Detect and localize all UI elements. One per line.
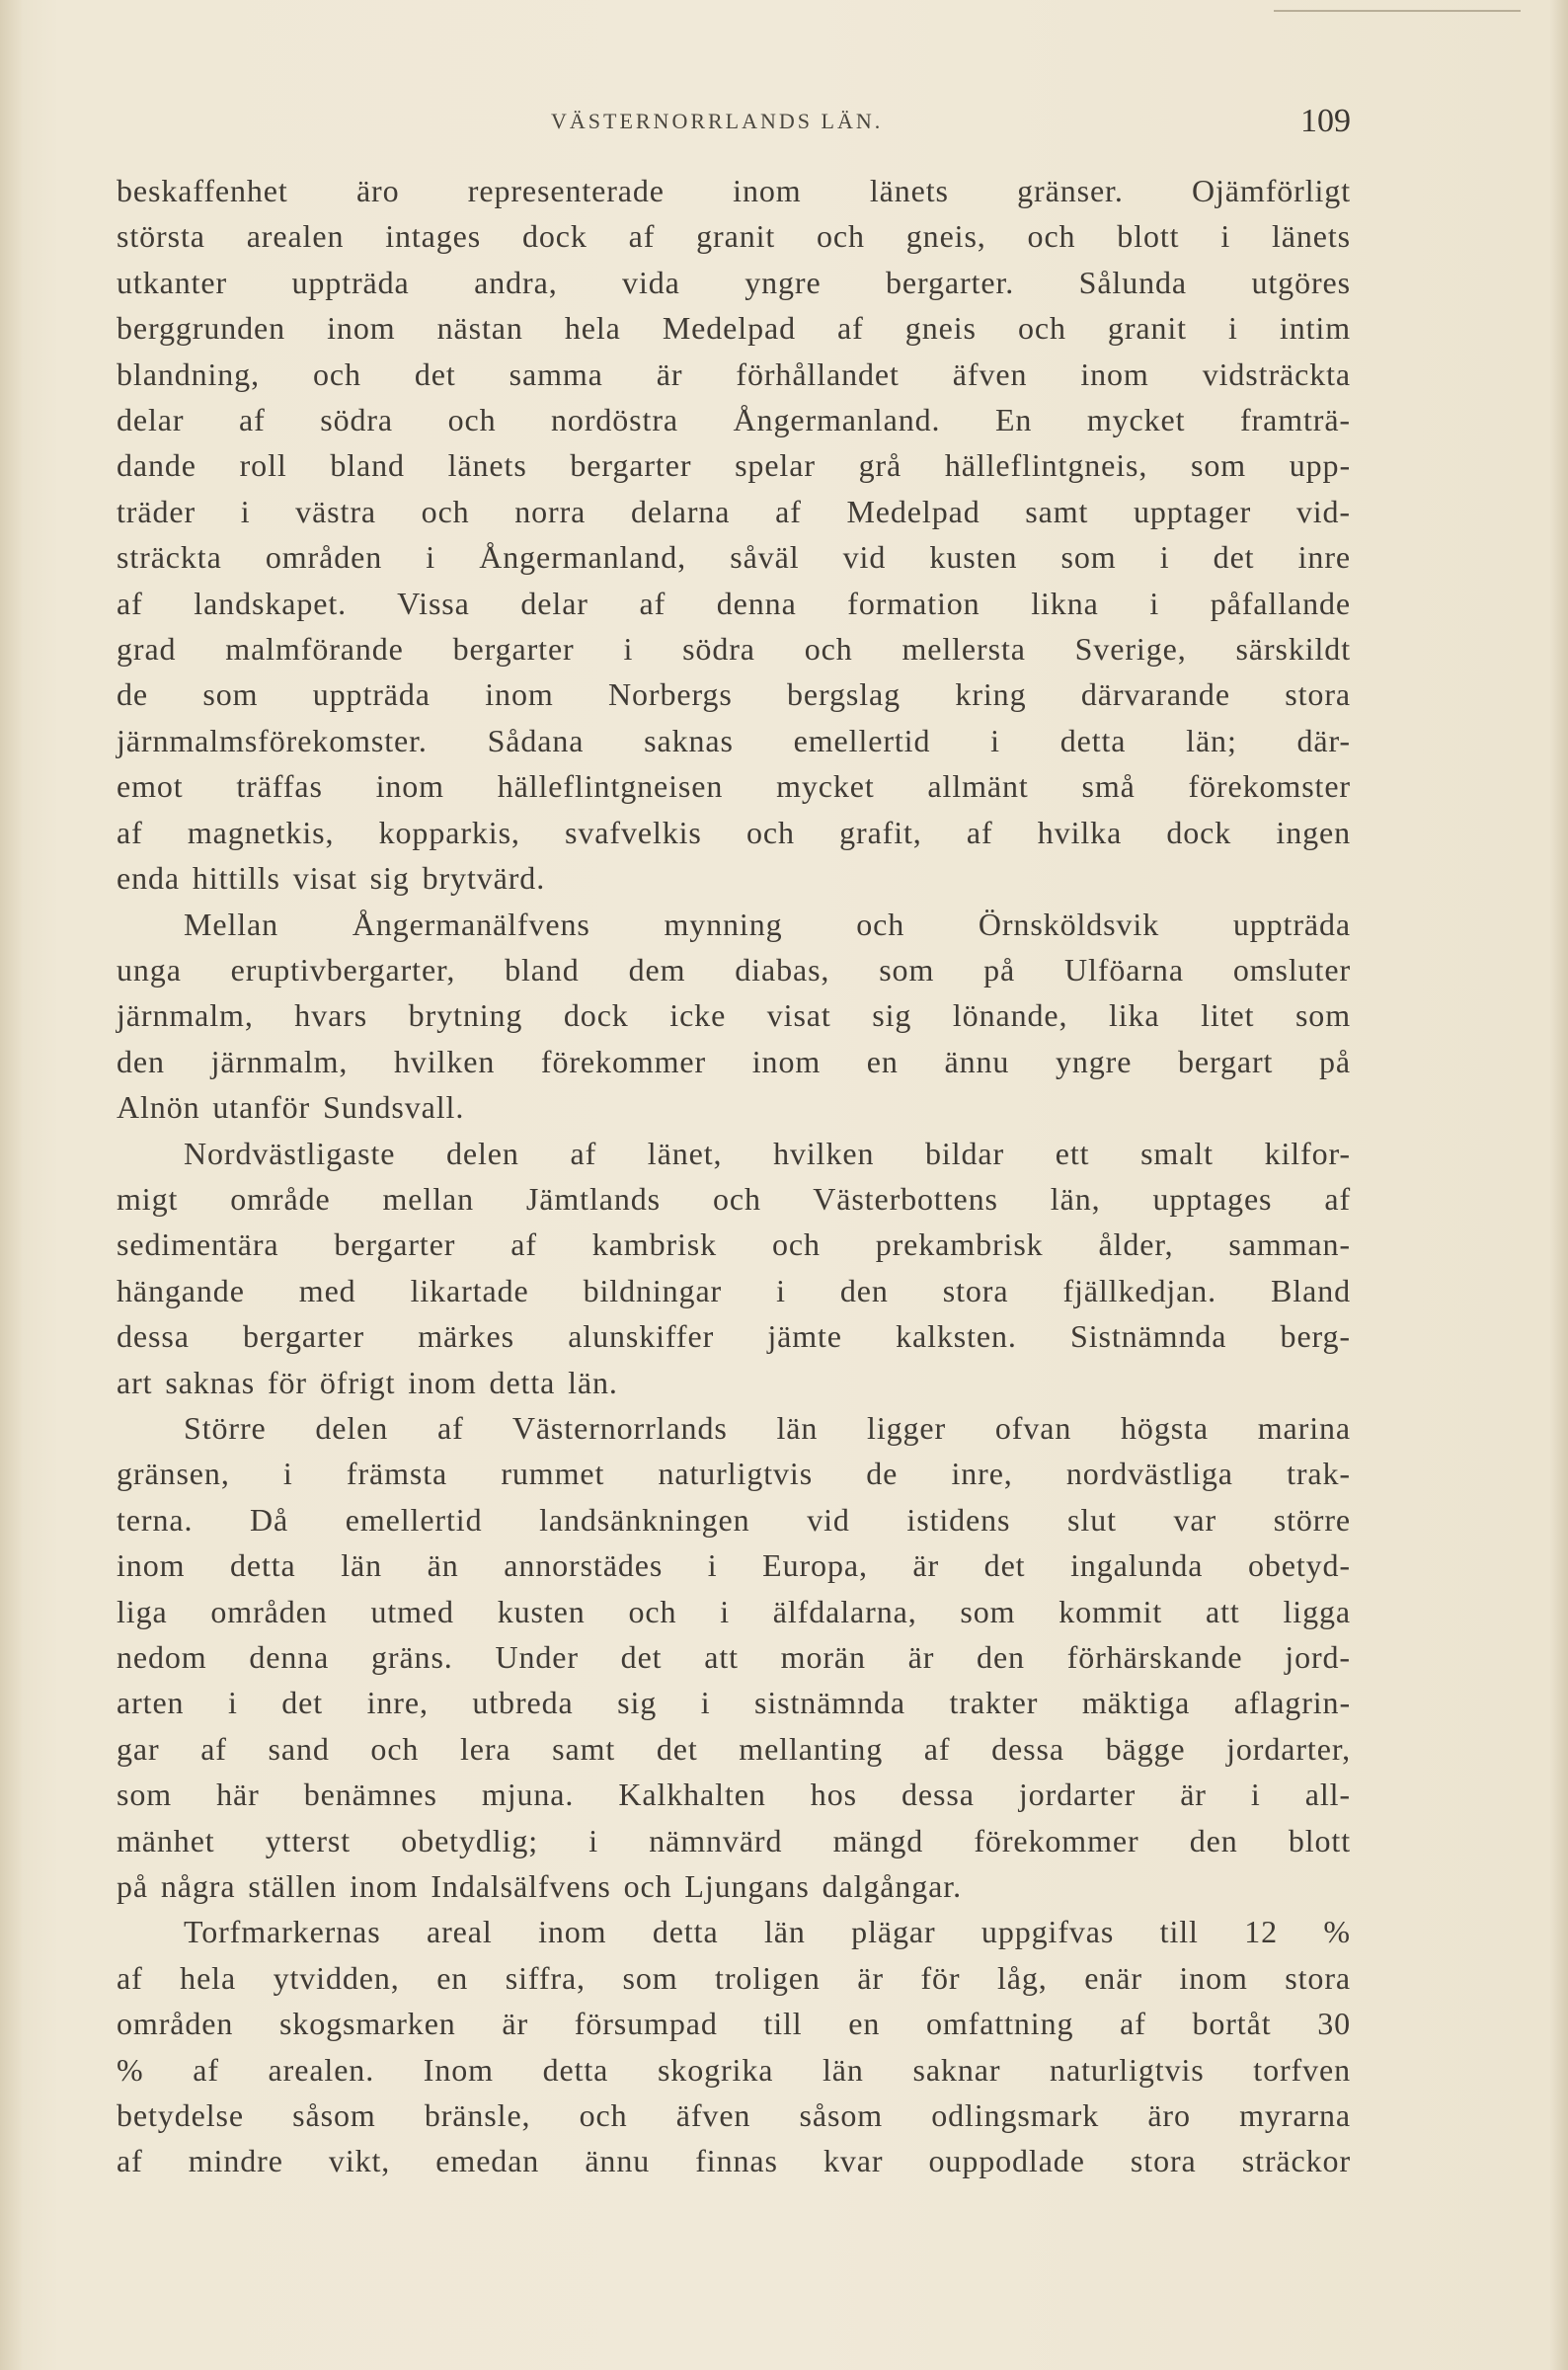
text-line: Större delen af Västernorrlands län ligger ofvan högsta marina bbox=[184, 1409, 1351, 1446]
text-line: gränsen, i främsta rummet naturligtvis de inre, nordvästliga trak- bbox=[117, 1456, 1351, 1492]
text-line: migt område mellan Jämtlands och Västerbottens län, upptages af bbox=[117, 1180, 1351, 1217]
text-line: af hela ytvidden, en siffra, som troligen är för låg, enär inom stora bbox=[117, 1959, 1351, 1996]
text-line: sedimentära bergarter af kambrisk och prekambrisk ålder, samman- bbox=[117, 1226, 1351, 1263]
text-line: de som uppträda inom Norbergs bergslag kring därvarande stora bbox=[117, 676, 1351, 713]
text-line: största arealen intages dock af granit och gneis, och blott i länets bbox=[117, 218, 1351, 255]
text-line: hängande med likartade bildningar i den stora fjällkedjan. Bland bbox=[117, 1272, 1351, 1308]
page-gutter-shadow bbox=[0, 0, 22, 2370]
text-line: arten i det inre, utbreda sig i sistnämnda trakter mäktiga aflagrin- bbox=[117, 1685, 1351, 1721]
paragraph bbox=[117, 1131, 1351, 1405]
text-line: järnmalmsförekomster. Sådana saknas emellertid i detta län; där- bbox=[117, 722, 1351, 758]
text-line: Torfmarkernas areal inom detta län plägar uppgifvas till 12 % bbox=[184, 1914, 1351, 1950]
text-line: unga eruptivbergarter, bland dem diabas, som på Ulföarna omsluter bbox=[117, 951, 1351, 988]
text-line: betydelse såsom bränsle, och äfven såsom odlingsmark äro myrarna bbox=[117, 2097, 1351, 2134]
paragraph bbox=[117, 168, 1351, 902]
text-line: Mellan Ångermanälfvens mynning och Örnsköldsvik uppträda bbox=[184, 906, 1351, 942]
text-line: art saknas för öfrigt inom detta län. bbox=[117, 1364, 618, 1400]
text-line: inom detta län än annorstädes i Europa, är det ingalunda obetyd- bbox=[117, 1547, 1351, 1584]
text-line: dande roll bland länets bergarter spelar grå hälleflintgneis, som upp- bbox=[117, 447, 1351, 484]
text-line: dessa bergarter märkes alunskiffer jämte kalksten. Sistnämnda berg- bbox=[117, 1318, 1351, 1355]
text-line: mänhet ytterst obetydlig; i nämnvärd mängd förekommer den blott bbox=[117, 1822, 1351, 1858]
text-line: enda hittills visat sig brytvärd. bbox=[117, 860, 546, 897]
text-line: Alnön utanför Sundsvall. bbox=[117, 1089, 465, 1126]
text-line: af landskapet. Vissa delar af denna formation likna i påfallande bbox=[117, 585, 1351, 621]
text-line: nedom denna gräns. Under det att morän är den förhärskande jord- bbox=[117, 1639, 1351, 1675]
text-line: liga områden utmed kusten och i älfdalarna, som kommit att ligga bbox=[117, 1593, 1351, 1629]
text-line: % af arealen. Inom detta skogrika län saknar naturligtvis torfven bbox=[117, 2051, 1351, 2088]
text-line: den järnmalm, hvilken förekommer inom en ännu yngre bergart på bbox=[117, 1043, 1351, 1079]
text-line: terna. Då emellertid landsänkningen vid istidens slut var större bbox=[117, 1501, 1351, 1538]
text-line: områden skogsmarken är försumpad till en omfattning af bortåt 30 bbox=[117, 2006, 1351, 2042]
text-line: träder i västra och norra delarna af Medelpad samt upptager vid- bbox=[117, 493, 1351, 529]
page-number: 109 bbox=[1300, 103, 1351, 139]
paragraph bbox=[117, 1909, 1351, 2183]
page-header bbox=[117, 103, 1351, 142]
text-line: gar af sand och lera samt det mellanting af dessa bägge jordarter, bbox=[117, 1730, 1351, 1767]
text-line: Nordvästligaste delen af länet, hvilken bildar ett smalt kilfor- bbox=[184, 1135, 1351, 1171]
text-line: af magnetkis, kopparkis, svafvelkis och grafit, af hvilka dock ingen bbox=[117, 814, 1351, 850]
text-line: af mindre vikt, emedan ännu finnas kvar ouppodlade stora sträckor bbox=[117, 2143, 1351, 2179]
paragraph bbox=[117, 902, 1351, 1131]
text-line: utkanter uppträda andra, vida yngre bergarter. Sålunda utgöres bbox=[117, 264, 1351, 300]
text-line: blandning, och det samma är förhållandet äfven inom vidsträckta bbox=[117, 356, 1351, 392]
running-head: VÄSTERNORRLANDS LÄN. bbox=[551, 109, 884, 133]
text-line: beskaffenhet äro representerade inom länets gränser. Ojämförligt bbox=[117, 173, 1351, 208]
text-line: delar af södra och nordöstra Ångermanland. En mycket framträ- bbox=[117, 402, 1351, 438]
page-edge-shadow bbox=[1550, 0, 1568, 2370]
text-line: emot träffas inom hälleflintgneisen mycket allmänt små förekomster bbox=[117, 768, 1351, 805]
paragraph bbox=[117, 1405, 1351, 1909]
text-line: som här benämnes mjuna. Kalkhalten hos dessa jordarter är i all- bbox=[117, 1777, 1351, 1813]
body-text bbox=[117, 168, 1351, 2184]
text-line: på några ställen inom Indalsälfvens och Ljungans dalgångar. bbox=[117, 1868, 962, 1905]
text-line: sträckta områden i Ångermanland, såväl vid kusten som i det inre bbox=[117, 539, 1351, 576]
text-line: järnmalm, hvars brytning dock icke visat sig lönande, lika litet som bbox=[117, 997, 1351, 1034]
text-line: grad malmförande bergarter i södra och mellersta Sverige, särskildt bbox=[117, 631, 1351, 668]
top-rule bbox=[1274, 10, 1521, 12]
text-line: berggrunden inom nästan hela Medelpad af gneis och granit i intim bbox=[117, 310, 1351, 347]
